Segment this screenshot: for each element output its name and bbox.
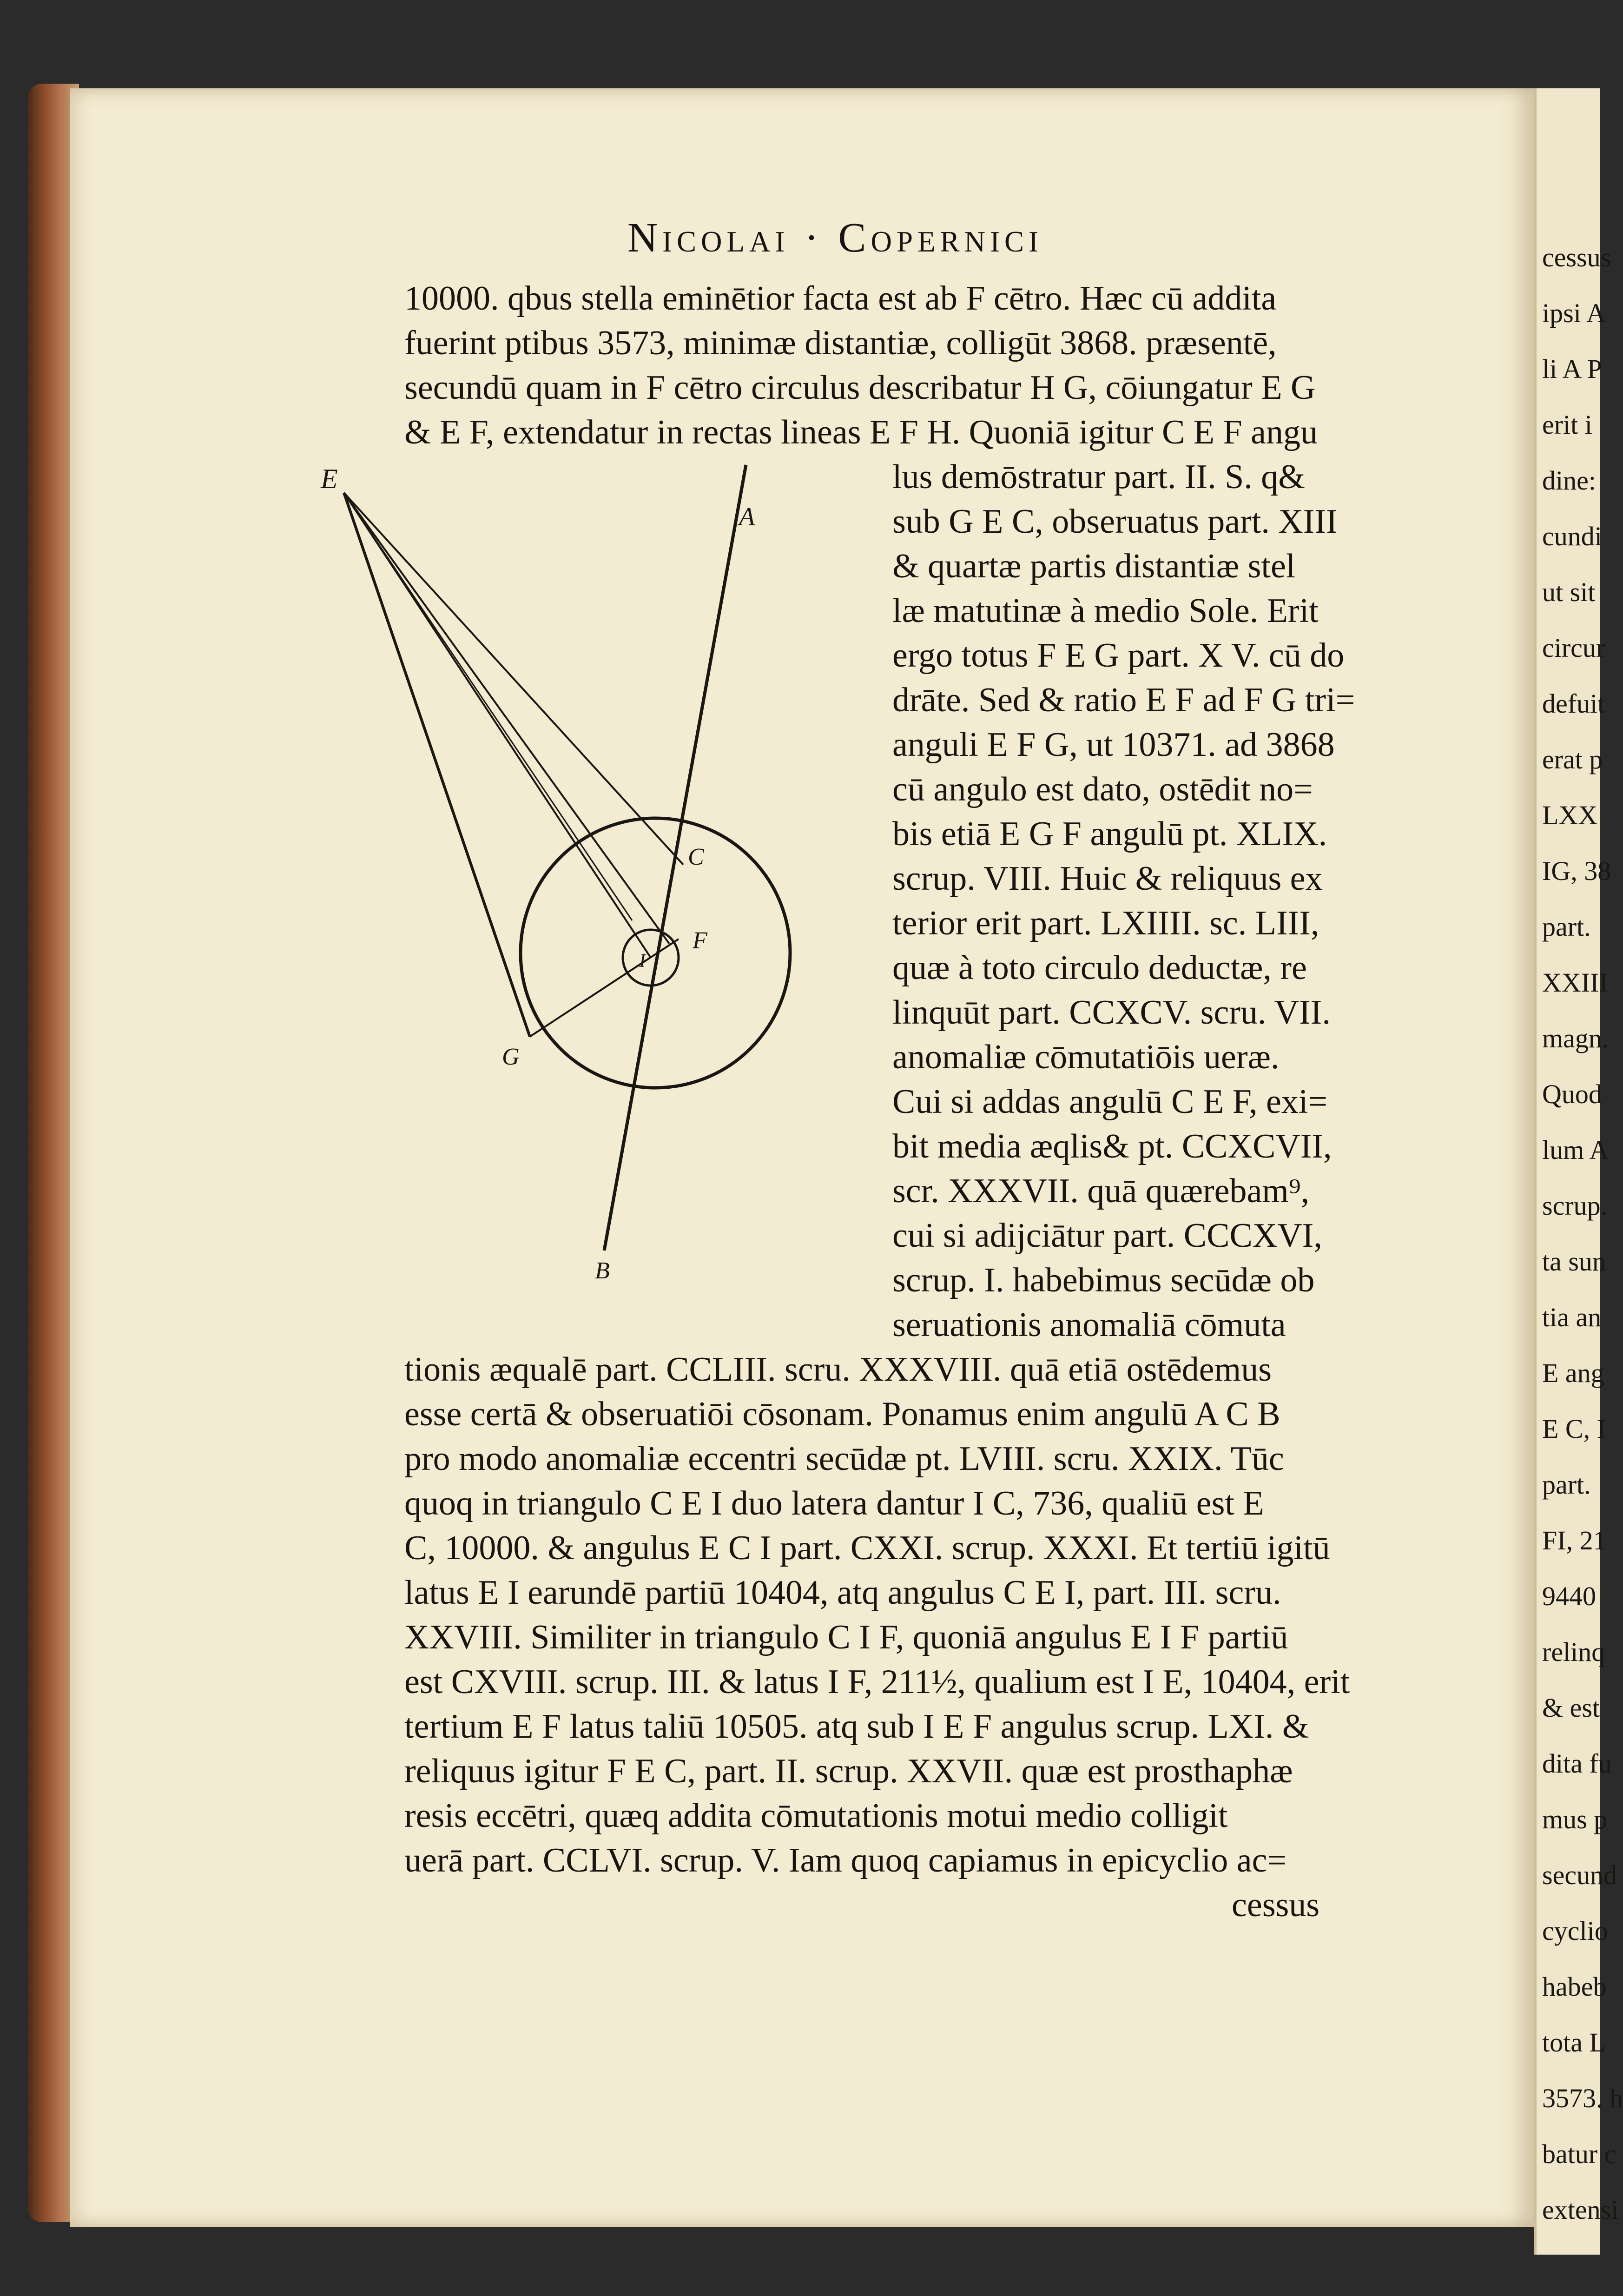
text-line: cui si adijciātur part. CCCXVI, xyxy=(892,1217,1322,1255)
text-line: tionis æqualē part. CCLIII. scru. XXXVIII. quā etiā ostēdemus xyxy=(404,1350,1272,1389)
facing-page-fragment: scrup. xyxy=(1542,1191,1608,1221)
text-line: cū angulo est dato, ostēdit no= xyxy=(892,770,1313,808)
facing-page-fragment: magn. xyxy=(1542,1023,1609,1053)
facing-page-fragment: lum A xyxy=(1542,1135,1609,1165)
facing-page-fragment: mus p xyxy=(1542,1804,1608,1834)
text-line: fuerint ptibus 3573, minimæ distantiæ, colligūt 3868. præsentē, xyxy=(404,324,1277,362)
text-line: sub G E C, obseruatus part. XIII xyxy=(892,503,1338,541)
text-line: resis eccētri, quæq addita cōmutationis motui medio colligit xyxy=(404,1797,1228,1835)
facing-page-fragment: circur xyxy=(1542,633,1605,663)
facing-page-fragment: & est xyxy=(1542,1693,1600,1723)
label-I: I xyxy=(639,950,646,972)
facing-page-fragment: E C, I xyxy=(1542,1414,1606,1444)
facing-page-fragment: XXIII xyxy=(1542,967,1608,998)
facing-page-fragment: erat p xyxy=(1542,744,1603,774)
line-G-F xyxy=(530,939,679,1037)
facing-page-fragment: tia an xyxy=(1542,1302,1602,1332)
facing-page-fragment: ut sit xyxy=(1542,577,1596,607)
text-line: quoq in triangulo C E I duo latera dantur I C, 736, qualiū est E xyxy=(404,1484,1264,1522)
text-line: XXVIII. Similiter in triangulo C I F, quoniā angulus E I F partiū xyxy=(404,1618,1288,1656)
facing-page-fragment: cessus xyxy=(1542,242,1611,272)
facing-page-fragment: 9440 xyxy=(1542,1581,1596,1611)
line-AB xyxy=(604,465,746,1251)
facing-page-fragment: part. xyxy=(1542,912,1591,942)
facing-page-fragment: ta sun xyxy=(1542,1246,1606,1277)
facing-page-fragment: FI, 21 xyxy=(1542,1525,1607,1555)
line-E-H xyxy=(344,493,632,920)
text-line: drāte. Sed & ratio E F ad F G tri= xyxy=(892,681,1355,719)
facing-page-fragment: dita fu xyxy=(1542,1748,1612,1779)
text-line: & quartæ partis distantiæ stel xyxy=(892,547,1296,585)
facing-page-fragment: cyclio xyxy=(1542,1916,1608,1946)
text-line: anguli E F G, ut 10371. ad 3868 xyxy=(892,726,1335,764)
facing-page-fragment: cundi xyxy=(1542,521,1602,551)
line-E-I xyxy=(344,493,651,958)
text-line: linquūt part. CCXCV. scru. VII. xyxy=(892,993,1331,1032)
text-line: seruationis anomaliā cōmuta xyxy=(892,1306,1286,1344)
text-line: esse certā & obseruatiōi cōsonam. Ponamus enim angulū A C B xyxy=(404,1395,1280,1433)
text-line: latus E I earundē partiū 10404, atq angulus C E I, part. III. scru. xyxy=(404,1574,1281,1612)
facing-page-fragment: ipsi A xyxy=(1542,298,1606,328)
text-line: Cui si addas angulū C E F, exi= xyxy=(892,1083,1328,1121)
label-G: G xyxy=(502,1044,520,1070)
facing-page-fragment: secund xyxy=(1542,1860,1617,1890)
facing-page-fragment: LXX xyxy=(1542,800,1598,830)
facing-page-fragment: IG, 38 xyxy=(1542,856,1611,886)
facing-page-fragment: relinq xyxy=(1542,1637,1605,1667)
facing-page-fragment: E ang xyxy=(1542,1358,1604,1388)
text-line: terior erit part. LXIIII. sc. LIII, xyxy=(892,904,1320,942)
text-line: pro modo anomaliæ eccentri secūdæ pt. LVIII. scru. XXIX. Tūc xyxy=(404,1440,1284,1478)
facing-page-fragment: dine: xyxy=(1542,465,1596,496)
catchword: cessus xyxy=(1232,1886,1320,1924)
text-line: 10000. qbus stella eminētior facta est ab F cētro. Hæc cū addita xyxy=(404,279,1277,318)
text-line: quæ à toto circulo deductæ, re xyxy=(892,949,1307,987)
text-line: lus demōstratur part. II. S. q& xyxy=(892,458,1305,496)
text-line: C, 10000. & angulus E C I part. CXXI. scrup. XXXI. Et tertiū igitū xyxy=(404,1529,1330,1567)
running-header: Nicolai · Copernici xyxy=(627,215,1043,261)
label-E: E xyxy=(321,463,338,494)
text-line: scr. XXXVII. quā quærebam⁹, xyxy=(892,1172,1310,1210)
facing-page-fragment: habeb xyxy=(1542,1972,1607,2002)
text-line: & E F, extendatur in rectas lineas E F H. Quoniā igitur C E F angu xyxy=(404,413,1318,451)
text-line: scrup. VIII. Huic & reliquus ex xyxy=(892,860,1323,898)
text-line: læ matutinæ à medio Sole. Erit xyxy=(892,592,1319,630)
facing-page-edge xyxy=(1534,88,1623,2255)
facing-page-fragment: defuit xyxy=(1542,688,1605,719)
text-line: ergo totus F E G part. X V. cū do xyxy=(892,636,1345,675)
geometric-diagram xyxy=(316,465,930,1325)
facing-page-fragment: Quod xyxy=(1542,1079,1602,1109)
label-C: C xyxy=(688,844,704,870)
facing-page-fragment: batur c xyxy=(1542,2139,1616,2169)
label-B: B xyxy=(595,1257,610,1284)
label-F: F xyxy=(693,927,707,954)
text-line: bis etiā E G F angulū pt. XLIX. xyxy=(892,815,1327,853)
text-line: secundū quam in F cētro circulus describatur H G, cōiungatur E G xyxy=(404,369,1316,407)
epicycle-circle xyxy=(521,818,790,1088)
text-line: tertium E F latus taliū 10505. atq sub I E F angulus scrup. LXI. & xyxy=(404,1707,1309,1746)
facing-page-fragment: tota L xyxy=(1542,2027,1606,2058)
line-E-G xyxy=(344,493,530,1037)
facing-page-fragment: 3573. h xyxy=(1542,2083,1623,2113)
facing-page-fragment: erit i xyxy=(1542,410,1592,440)
line-E-C xyxy=(344,493,683,865)
facing-page-fragment: extensi xyxy=(1542,2195,1619,2225)
text-line: scrup. I. habebimus secūdæ ob xyxy=(892,1261,1315,1299)
label-A: A xyxy=(739,503,755,531)
text-line: est CXVIII. scrup. III. & latus I F, 211½, qualium est I E, 10404, erit xyxy=(404,1663,1350,1701)
text-line: reliquus igitur F E C, part. II. scrup. XXVII. quæ est prosthaphæ xyxy=(404,1752,1293,1790)
facing-page-fragment: li A P xyxy=(1542,354,1602,384)
facing-page-fragment: part. xyxy=(1542,1469,1591,1500)
text-line: bit media æqlis& pt. CCXCVII, xyxy=(892,1127,1332,1165)
text-line: anomaliæ cōmutatiōis ueræ. xyxy=(892,1038,1280,1076)
text-line: uerā part. CCLVI. scrup. V. Iam quoq capiamus in epicyclio ac= xyxy=(404,1841,1287,1879)
line-E-F xyxy=(344,493,669,944)
